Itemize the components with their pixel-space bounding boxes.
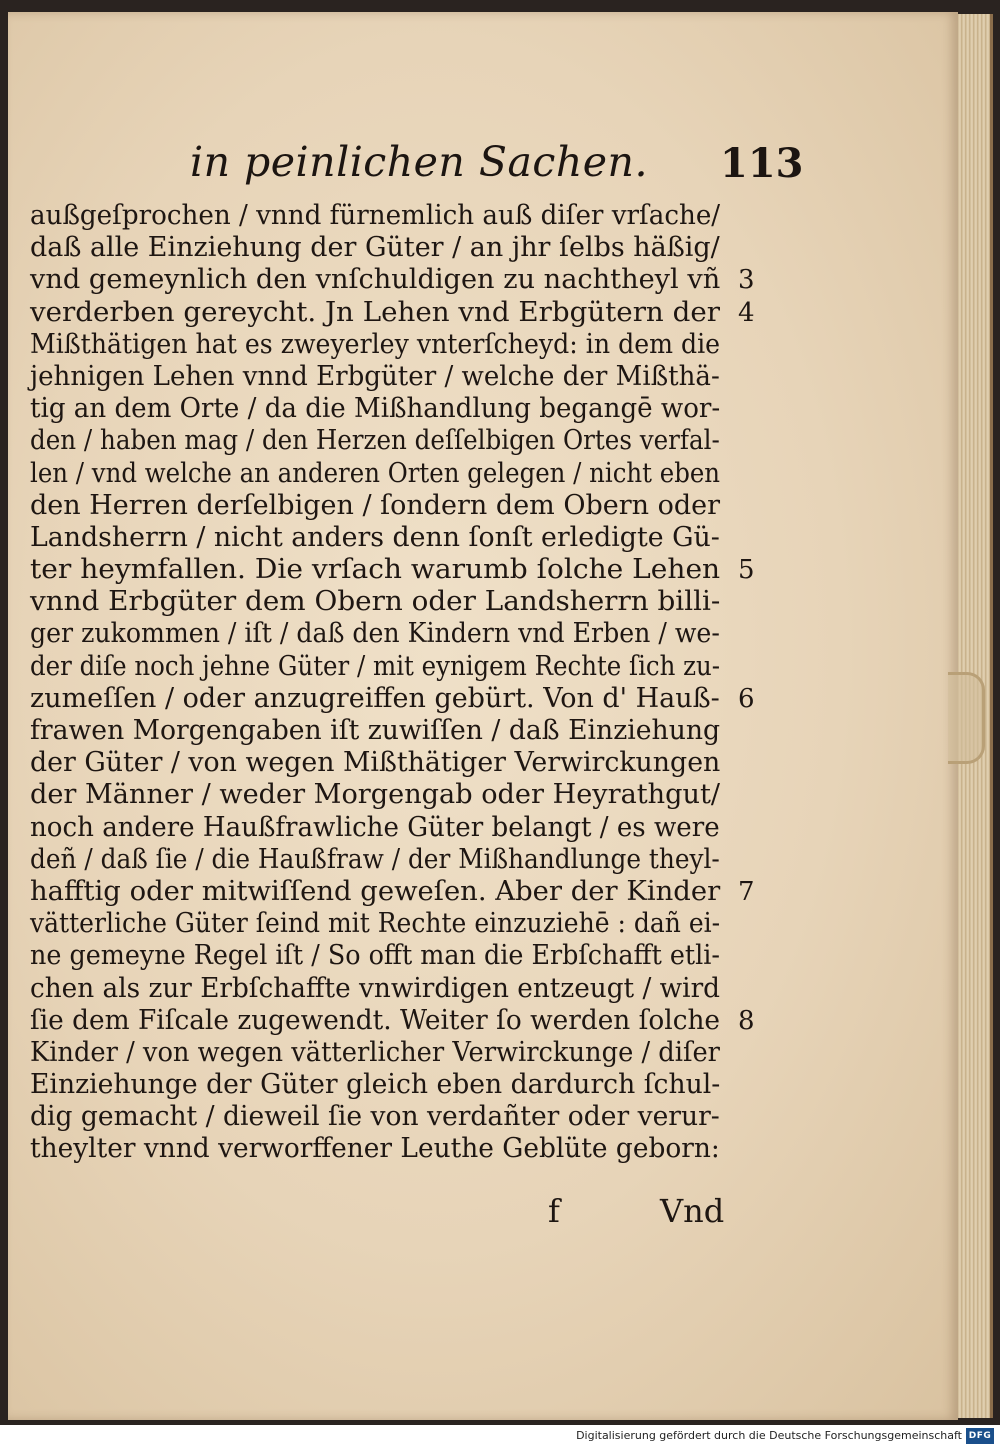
marginal-number: 8	[738, 1005, 755, 1036]
marginal-number: 6	[738, 683, 755, 714]
line-text: vnd gemeynlich den vnſchuldigen zu nachtheyl vñ	[30, 264, 721, 296]
line-text: frawen Morgengaben iſt zuwiſſen / daß Einziehung	[30, 715, 721, 746]
text-line	[30, 844, 770, 876]
line-text: dig gemacht / dieweil ſie von verdañter oder verur-	[30, 1101, 720, 1133]
line-text: tig an dem Orte / da die Mißhandlung begangē wor-	[30, 393, 721, 425]
line-text: jehnigen Lehen vnnd Erbgüter / welche der Mißthä-	[30, 360, 720, 392]
text-line	[30, 361, 770, 393]
text-line	[30, 876, 770, 908]
page-header	[8, 138, 958, 198]
text-line	[30, 618, 770, 650]
line-text: daß alle Einziehung der Güter / an jhr ſelbs häßig/	[30, 232, 720, 264]
marginal-number: 3	[738, 265, 755, 296]
page-number: 113	[720, 140, 804, 187]
text-line	[30, 522, 770, 554]
text-line	[30, 554, 770, 586]
text-line	[30, 200, 770, 232]
line-text: deñ / daß ſie / die Haußfraw / der Mißhandlunge theyl-	[30, 843, 720, 875]
line-text: vätterliche Güter ſeind mit Rechte einzuziehē : dañ ei-	[30, 908, 721, 940]
line-text: chen als zur Erbſchaffte vnwirdigen entzeugt / wird	[30, 972, 721, 1004]
page-clip	[948, 672, 985, 764]
running-head: in peinlichen Sachen.	[190, 138, 648, 186]
catchword: Vnd	[660, 1192, 725, 1230]
line-text: ne gemeyne Regel iſt / So offt man die Erbſchafft etli-	[30, 940, 720, 972]
text-line	[30, 232, 770, 264]
footer-credit: Digitalisierung gefördert durch die Deutsche Forschungsgemeinschaft	[576, 1429, 962, 1442]
text-line	[30, 297, 770, 329]
line-text: Kinder / von wegen vätterlicher Verwirckunge / diſer	[30, 1036, 720, 1068]
line-text: Einziehunge der Güter gleich eben dardurch ſchul-	[30, 1069, 721, 1101]
text-line	[30, 1037, 770, 1069]
text-line	[30, 393, 770, 425]
line-text: außgeſprochen / vnnd fürnemlich auß diſer vrſache/	[30, 200, 721, 231]
marginal-number: 5	[738, 555, 755, 586]
line-text: der diſe noch jehne Güter / mit eynigem Rechte ſich zu-	[30, 650, 721, 682]
line-text: den / haben mag / den Herzen deſſelbigen Ortes verfal-	[30, 425, 720, 457]
line-text: noch andere Haußfrawliche Güter belangt / es were	[30, 811, 720, 843]
line-text: Mißthätigen hat es zweyerley vnterſcheyd: in dem die	[30, 328, 721, 360]
text-line	[30, 329, 770, 361]
text-line	[30, 586, 770, 618]
text-line	[30, 425, 770, 457]
dfg-logo-icon: DFG	[966, 1428, 994, 1444]
signature-mark: f	[548, 1192, 560, 1230]
line-text: vnnd Erbgüter dem Obern oder Landsherrn billi-	[30, 586, 721, 618]
text-line	[30, 458, 770, 490]
line-text: hafftig oder mitwiſſend geweſen. Aber der Kinder	[30, 875, 721, 907]
text-line	[30, 812, 770, 844]
line-text: ger zukommen / iſt / daß den Kindern vnd Erben / we-	[30, 618, 720, 650]
text-line	[30, 908, 770, 940]
marginal-number: 4	[738, 297, 755, 328]
text-line	[30, 1005, 770, 1037]
line-text: len / vnd welche an anderen Orten gelegen / nicht eben	[30, 457, 721, 489]
line-text: Landsherrn / nicht anders denn ſonſt erledigte Gü-	[30, 521, 720, 553]
text-line	[30, 264, 770, 296]
text-line	[30, 1133, 770, 1165]
line-text: verderben gereycht. Jn Lehen vnd Erbgütern der	[30, 296, 720, 328]
text-line	[30, 683, 770, 715]
signature-line	[8, 1192, 958, 1232]
book-page	[8, 12, 958, 1420]
marginal-number: 7	[738, 876, 755, 907]
text-line	[30, 490, 770, 522]
line-text: der Männer / weder Morgengab oder Heyrathgut/	[30, 779, 721, 811]
line-text: ſie dem Fiſcale zugewendt. Weiter ſo werden ſolche	[30, 1004, 721, 1036]
digitization-footer	[0, 1425, 1000, 1449]
text-line	[30, 973, 770, 1005]
text-line	[30, 651, 770, 683]
text-line	[30, 715, 770, 747]
line-text: zumeſſen / oder anzugreiffen gebürt. Von d' Hauß-	[30, 682, 720, 714]
line-text: den Herren derſelbigen / ſondern dem Obern oder	[30, 489, 721, 521]
line-text: der Güter / von wegen Mißthätiger Verwirckungen	[30, 747, 721, 779]
text-line	[30, 1101, 770, 1133]
line-text: ter heymfallen. Die vrſach warumb ſolche Lehen	[30, 554, 721, 586]
text-line	[30, 940, 770, 972]
text-line	[30, 747, 770, 779]
text-line	[30, 779, 770, 811]
line-text: theylter vnnd verworffener Leuthe Geblüte geborn:	[30, 1133, 720, 1165]
text-line	[30, 1069, 770, 1101]
body-text	[30, 200, 770, 1166]
